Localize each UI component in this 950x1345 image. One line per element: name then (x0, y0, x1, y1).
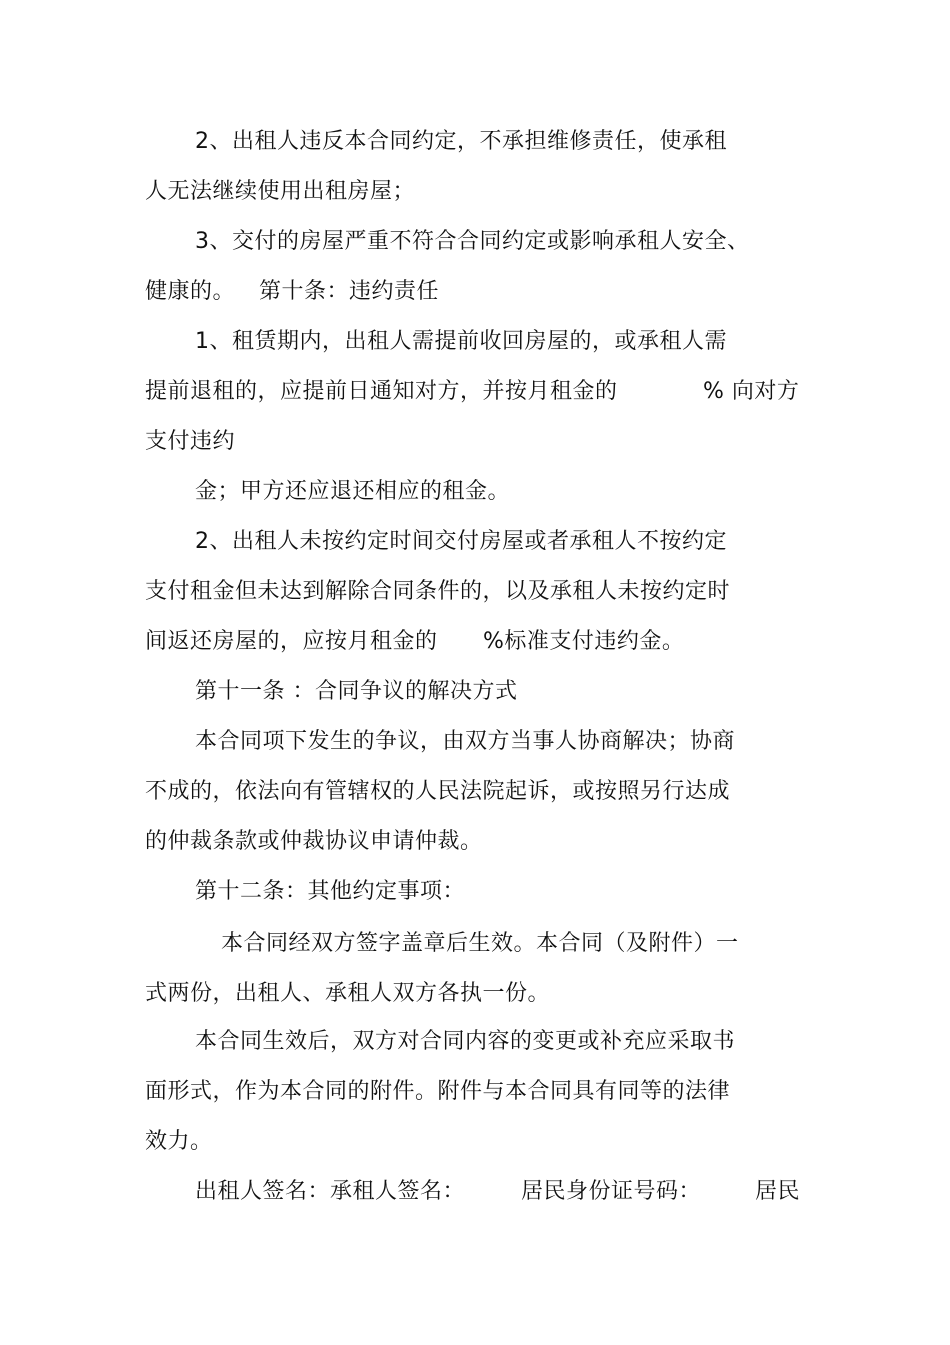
text-line: 效力。 (145, 1129, 213, 1154)
text-line: % 向对方 (703, 379, 800, 404)
text-line: 面形式，作为本合同的附件。附件与本合同具有同等的法律 (145, 1079, 731, 1104)
section-heading: 第十条：违约责任 (259, 279, 440, 304)
text-line: 1、租赁期内，出租人需提前收回房屋的，或承租人需 (195, 329, 727, 354)
text-line: 本合同经双方签字盖章后生效。本合同（及附件）一 (221, 931, 739, 956)
text-line: 本合同生效后，双方对合同内容的变更或补充应采取书 (195, 1029, 736, 1054)
section-heading: 第十一条 ：合同争议的解决方式 (195, 679, 518, 704)
text-line: 式两份，出租人、承租人双方各执一份。 (145, 981, 551, 1006)
text-line: 2、出租人违反本合同约定，不承担维修责任，使承租 (195, 129, 727, 154)
section-heading: 第十二条：其他约定事项： (195, 879, 466, 904)
text-line: 不成的，依法向有管辖权的人民法院起诉，或按照另行达成 (145, 779, 731, 804)
id-number-label: 居民身份证号码： (521, 1179, 702, 1204)
text-line: 人无法继续使用出租房屋； (145, 179, 416, 204)
signature-label: 出租人签名：承租人签名： (195, 1179, 466, 1204)
text-line: %标准支付违约金。 (483, 629, 685, 654)
text-line: 支付租金但未达到解除合同条件的，以及承租人未按约定时 (145, 579, 731, 604)
text-line: 健康的。 (145, 279, 236, 304)
text-line: 提前退租的，应提前日通知对方，并按月租金的 (145, 379, 618, 404)
text-line: 支付违约 (145, 429, 236, 454)
text-line: 金；甲方还应退还相应的租金。 (195, 479, 511, 504)
text-line: 本合同项下发生的争议，由双方当事人协商解决；协商 (195, 729, 736, 754)
text-line: 间返还房屋的，应按月租金的 (145, 629, 438, 654)
text-line: 的仲裁条款或仲裁协议申请仲裁。 (145, 829, 483, 854)
text-line: 2、出租人未按约定时间交付房屋或者承租人不按约定 (195, 529, 727, 554)
text-line: 3、交付的房屋严重不符合合同约定或影响承租人安全、 (195, 229, 750, 254)
id-number-label: 居民 (755, 1179, 801, 1204)
